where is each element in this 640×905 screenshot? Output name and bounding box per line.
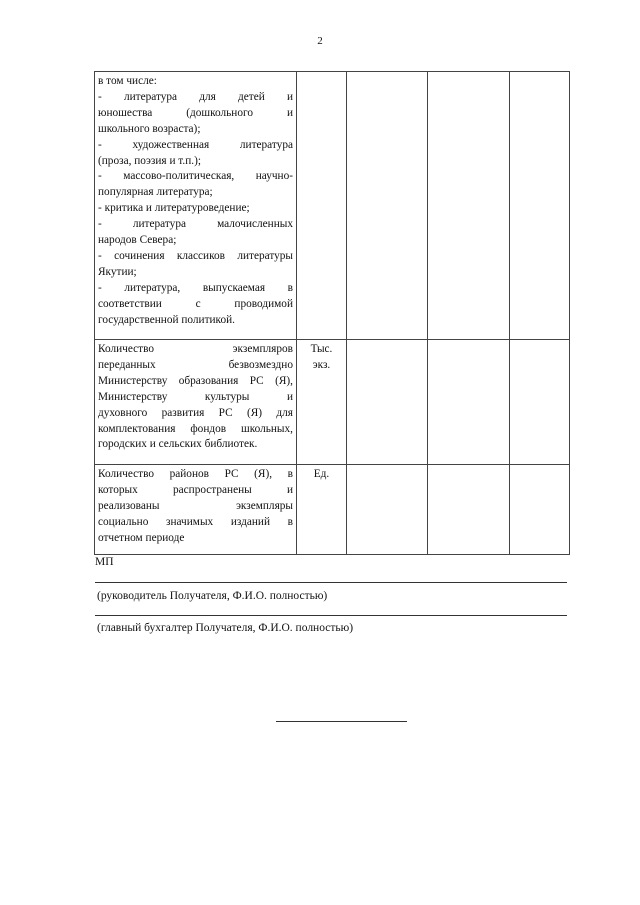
desc-line: - художественная литература bbox=[98, 138, 293, 151]
value-cell bbox=[347, 340, 428, 465]
unit-label: экз. bbox=[312, 358, 331, 371]
desc-line: - массово-политическая, научно- bbox=[98, 170, 293, 183]
value-cell bbox=[510, 465, 570, 555]
desc-line: народов Севера; bbox=[98, 234, 177, 247]
report-table bbox=[94, 71, 570, 555]
desc-line: соответствии с проводимой bbox=[98, 297, 293, 310]
value-cell bbox=[510, 340, 570, 465]
desc-line: комплектования фондов школьных, bbox=[98, 422, 293, 435]
unit-cell bbox=[297, 72, 347, 340]
desc-line: в том числе: bbox=[98, 75, 157, 87]
unit-cell bbox=[297, 465, 347, 555]
desc-line: реализованы экземпляры bbox=[98, 499, 293, 512]
value-cell bbox=[428, 340, 510, 465]
desc-line: - литература, выпускаемая в bbox=[98, 281, 293, 294]
value-cell bbox=[428, 465, 510, 555]
desc-line: духовного развития РС (Я) для bbox=[98, 406, 293, 419]
manager-signature-caption: (руководитель Получателя, Ф.И.О. полностью) bbox=[97, 590, 328, 602]
value-cell bbox=[347, 465, 428, 555]
desc-line: Министерству культуры и bbox=[98, 390, 293, 403]
unit-label: Ед. bbox=[313, 468, 330, 480]
desc-line: отчетном периоде bbox=[98, 531, 185, 544]
value-cell bbox=[428, 72, 510, 340]
desc-line: - литература для детей и bbox=[98, 90, 293, 103]
desc-line: переданных безвозмездно bbox=[98, 358, 293, 371]
desc-line: Якутии; bbox=[98, 265, 137, 278]
accountant-signature-caption: (главный бухгалтер Получателя, Ф.И.О. полностью) bbox=[97, 622, 354, 634]
desc-line: Количество экземпляров bbox=[98, 343, 293, 355]
desc-line: государственной политикой. bbox=[98, 313, 235, 326]
desc-line: Министерству образования РС (Я), bbox=[98, 374, 293, 387]
desc-line: - сочинения классиков литературы bbox=[98, 249, 293, 262]
table-row bbox=[95, 465, 570, 555]
desc-line: - критика и литературоведение; bbox=[98, 202, 250, 215]
indicator-description-cell bbox=[95, 340, 297, 465]
desc-line: Количество районов РС (Я), в bbox=[98, 468, 293, 480]
desc-line: популярная литература; bbox=[98, 186, 213, 199]
table-row bbox=[95, 340, 570, 465]
value-cell bbox=[347, 72, 428, 340]
indicator-description-cell bbox=[95, 465, 297, 555]
desc-line: социально значимых изданий в bbox=[98, 515, 293, 528]
manager-signature-line bbox=[95, 582, 567, 583]
value-cell bbox=[510, 72, 570, 340]
unit-label: Тыс. bbox=[310, 343, 333, 355]
accountant-signature-line bbox=[95, 615, 567, 616]
desc-line: (проза, поэзия и т.п.); bbox=[98, 154, 201, 167]
desc-line: - литература малочисленных bbox=[98, 218, 293, 231]
table-row bbox=[95, 72, 570, 340]
desc-line: которых распространены и bbox=[98, 483, 293, 496]
unit-cell bbox=[297, 340, 347, 465]
desc-line: юношества (дошкольного и bbox=[98, 106, 293, 119]
stamp-label: МП bbox=[95, 556, 114, 568]
indicator-description-cell bbox=[95, 72, 297, 340]
desc-line: школьного возраста); bbox=[98, 122, 201, 135]
end-of-document-rule bbox=[276, 721, 407, 722]
page-number: 2 bbox=[317, 35, 323, 47]
desc-line: городских и сельских библиотек. bbox=[98, 438, 258, 451]
